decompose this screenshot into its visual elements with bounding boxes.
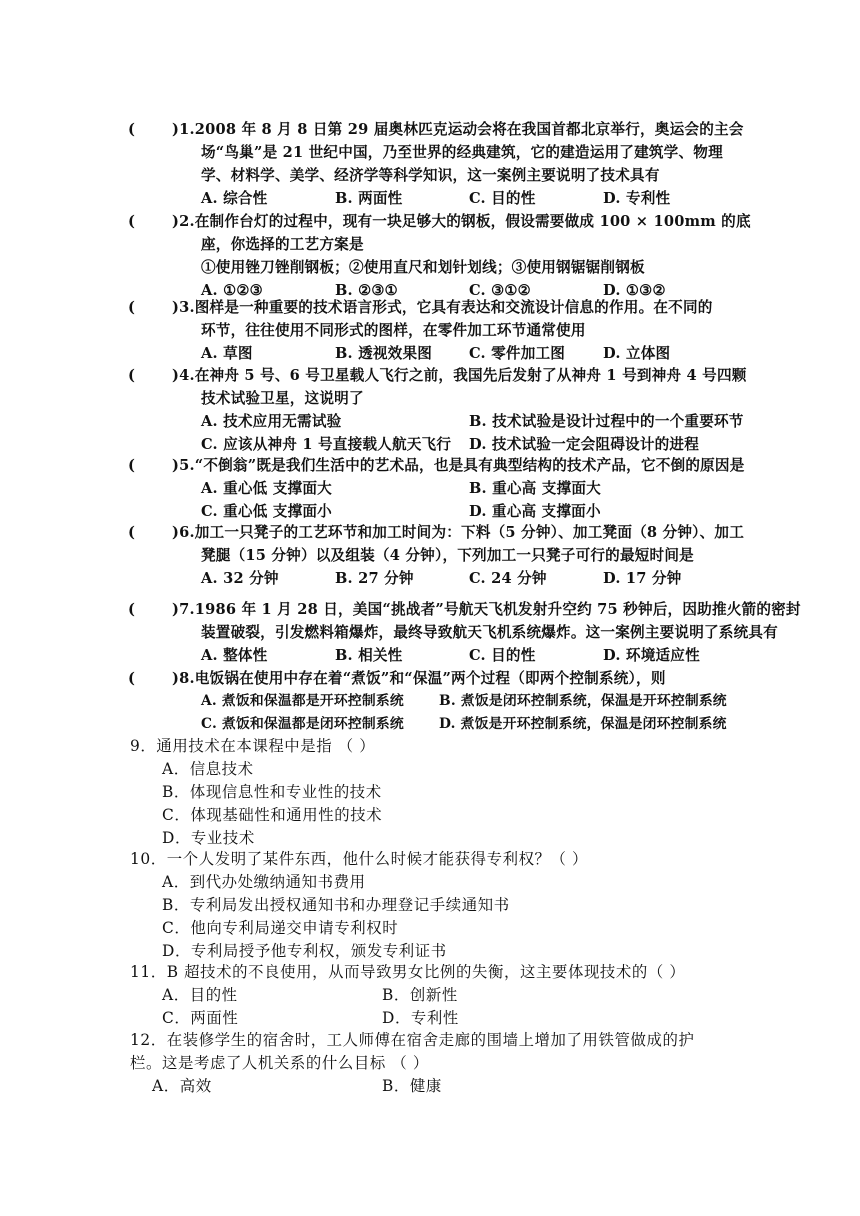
option-c: C．他向专利局递交申请专利权时	[162, 919, 399, 937]
option-a: A. 整体性	[201, 647, 268, 664]
option-d: D. ①③②	[603, 282, 666, 299]
option-row	[128, 342, 738, 365]
question-stem-line: 加工一只凳子的工艺环节和加工时间为：下料（5 分钟）、加工凳面（8 分钟）、加工	[194, 524, 744, 541]
question-stem-line: 技术试验卫星，这说明了	[201, 390, 364, 407]
option-b: B．创新性	[382, 986, 458, 1004]
option-a: A. ①②③	[201, 282, 263, 299]
option-b: B．专利局发出授权通知书和办理登记手续通知书	[162, 896, 510, 914]
question-12	[130, 1029, 750, 1098]
option-d: D. 技术试验一定会阻碍设计的进程	[469, 436, 700, 453]
question-number: )3.	[172, 299, 195, 316]
question-number: )2.	[172, 213, 195, 230]
question-stem-line: ①使用锉刀锉削钢板；②使用直尺和划针划线；③使用钢锯锯削钢板	[201, 259, 645, 276]
question-number: )1.	[172, 121, 195, 138]
option-row	[128, 477, 738, 500]
option-row	[128, 410, 744, 433]
answer-paren: (	[128, 121, 136, 138]
option-a: A. 综合性	[201, 190, 268, 207]
option-c: C．两面性	[162, 1009, 239, 1027]
option-d: D．专利性	[382, 1009, 459, 1027]
option-b: B. 27 分钟	[335, 570, 414, 587]
option-c: C. 煮饭和保温都是闭环控制系统	[201, 716, 404, 732]
question-11	[130, 961, 750, 1030]
question-stem-line: 凳腿（15 分钟）以及组装（4 分钟），下列加工一只凳子可行的最短时间是	[201, 547, 694, 564]
option-a: A. 煮饭和保温都是开环控制系统	[201, 693, 404, 709]
question-stem-line: 11．B 超技术的不良使用，从而导致男女比例的失衡，这主要体现技术的（ ）	[130, 963, 686, 981]
option-d: D. 环境适应性	[603, 647, 700, 664]
answer-paren: (	[128, 213, 136, 230]
option-c: C．体现基础性和通用性的技术	[162, 806, 383, 824]
question-3	[128, 296, 738, 365]
option-a: A．目的性	[162, 986, 238, 1004]
option-a: A. 重心低 支撑面大	[201, 480, 332, 497]
option-d: D. 重心高 支撑面小	[469, 503, 601, 520]
answer-paren: (	[128, 670, 136, 687]
option-c: C. ③①②	[469, 282, 531, 299]
answer-paren: (	[128, 367, 136, 384]
option-d: D．专利局授予他专利权，颁发专利证书	[162, 942, 447, 960]
option-row	[128, 500, 738, 523]
option-a: A. 32 分钟	[201, 570, 279, 587]
option-b: B. 透视效果图	[335, 345, 433, 362]
option-row	[130, 1007, 750, 1030]
question-1	[128, 118, 744, 210]
option-b: B. 两面性	[335, 190, 403, 207]
option-d: D. 17 分钟	[603, 570, 682, 587]
option-b: B. 重心高 支撑面大	[469, 480, 601, 497]
question-stem-line: 在制作台灯的过程中，现有一块足够大的钢板，假设需要做成 100 × 100mm 的底	[194, 213, 751, 230]
option-d: D．专业技术	[162, 829, 255, 847]
question-stem-line: 装置破裂，引发燃料箱爆炸，最终导致航天飞机系统爆炸。这一案例主要说明了系统具有	[201, 624, 778, 641]
question-number: )5.	[172, 457, 195, 474]
question-stem-line: 10．一个人发明了某件东西，他什么时候才能获得专利权？（ ）	[130, 850, 589, 868]
question-stem-line: 在神舟 5 号、6 号卫星载人飞行之前，我国先后发射了从神舟 1 号到神舟 4 号四颗	[194, 367, 747, 384]
option-c: C. 零件加工图	[469, 345, 566, 362]
option-a: A. 草图	[201, 345, 253, 362]
option-d: D. 立体图	[603, 345, 671, 362]
option-c: C. 24 分钟	[469, 570, 547, 587]
option-row	[130, 984, 750, 1007]
question-stem-line: 栏。这是考虑了人机关系的什么目标 （ ）	[130, 1054, 429, 1072]
answer-paren: (	[128, 457, 136, 474]
question-stem-line: 图样是一种重要的技术语言形式，它具有表达和交流设计信息的作用。在不同的	[194, 299, 713, 316]
question-number: )4.	[172, 367, 195, 384]
question-7	[128, 598, 801, 667]
option-c: C. 目的性	[469, 647, 536, 664]
question-number: )6.	[172, 524, 195, 541]
option-a: A．高效	[152, 1077, 212, 1095]
option-b: B. 技术试验是设计过程中的一个重要环节	[469, 413, 744, 430]
option-b: B．健康	[382, 1077, 442, 1095]
answer-paren: (	[128, 524, 136, 541]
question-stem-line: 场“鸟巢”是 21 世纪中国，乃至世界的经典建筑，它的建造运用了建筑学、物理	[201, 144, 723, 161]
option-d: D. 煮饭是开环控制系统，保温是闭环控制系统	[439, 716, 727, 732]
option-row	[128, 567, 738, 590]
question-9	[130, 735, 750, 850]
question-number: )7.	[172, 601, 195, 618]
question-8	[128, 667, 738, 736]
question-5	[128, 454, 745, 523]
option-b: B. 煮饭是闭环控制系统，保温是开环控制系统	[439, 693, 727, 709]
question-stem-line: 座，你选择的工艺方案是	[201, 236, 364, 253]
option-c: C. 目的性	[469, 190, 536, 207]
option-b: B．体现信息性和专业性的技术	[162, 783, 382, 801]
option-a: A. 技术应用无需试验	[201, 413, 342, 430]
question-stem-line: 1986 年 1 月 28 日，美国“挑战者”号航天飞机发射升空约 75 秒钟后，因助推火箭的密封	[194, 601, 801, 618]
option-c: C. 重心低 支撑面小	[201, 503, 332, 520]
answer-paren: (	[128, 299, 136, 316]
option-a: A．信息技术	[162, 760, 254, 778]
option-row	[128, 690, 738, 713]
question-stem-line: 电饭锅在使用中存在着“煮饭”和“保温”两个过程（即两个控制系统），则	[194, 670, 666, 687]
option-d: D. 专利性	[603, 190, 671, 207]
question-stem-line: 2008 年 8 月 8 日第 29 届奥林匹克运动会将在我国首都北京举行，奥运会的主会	[194, 121, 744, 138]
question-stem-line: 学、材料学、美学、经济学等科学知识，这一案例主要说明了技术具有	[201, 167, 660, 184]
option-a: A．到代办处缴纳通知书费用	[162, 873, 366, 891]
answer-paren: (	[128, 601, 136, 618]
question-2	[128, 210, 751, 302]
question-6	[128, 521, 744, 590]
question-stem-line: “不倒翁”既是我们生活中的艺术品，也是具有典型结构的技术产品，它不倒的原因是	[194, 457, 745, 474]
question-stem-line: 12．在装修学生的宿舍时，工人师傅在宿舍走廊的围墙上增加了用铁管做成的护	[130, 1031, 695, 1049]
option-row	[128, 187, 738, 210]
question-number: )8.	[172, 670, 195, 687]
question-stem-line: 9．通用技术在本课程中是指 （ ）	[130, 737, 376, 755]
question-stem-line: 环节，往往使用不同形式的图样，在零件加工环节通常使用	[201, 322, 586, 339]
question-10	[130, 848, 750, 963]
option-row	[128, 644, 738, 667]
option-b: B. ②③①	[335, 282, 398, 299]
option-row	[128, 713, 738, 736]
option-row	[130, 1075, 750, 1098]
question-4	[128, 364, 747, 456]
option-row	[128, 433, 738, 456]
option-b: B. 相关性	[335, 647, 403, 664]
option-c: C. 应该从神舟 1 号直接载人航天飞行	[201, 436, 452, 453]
